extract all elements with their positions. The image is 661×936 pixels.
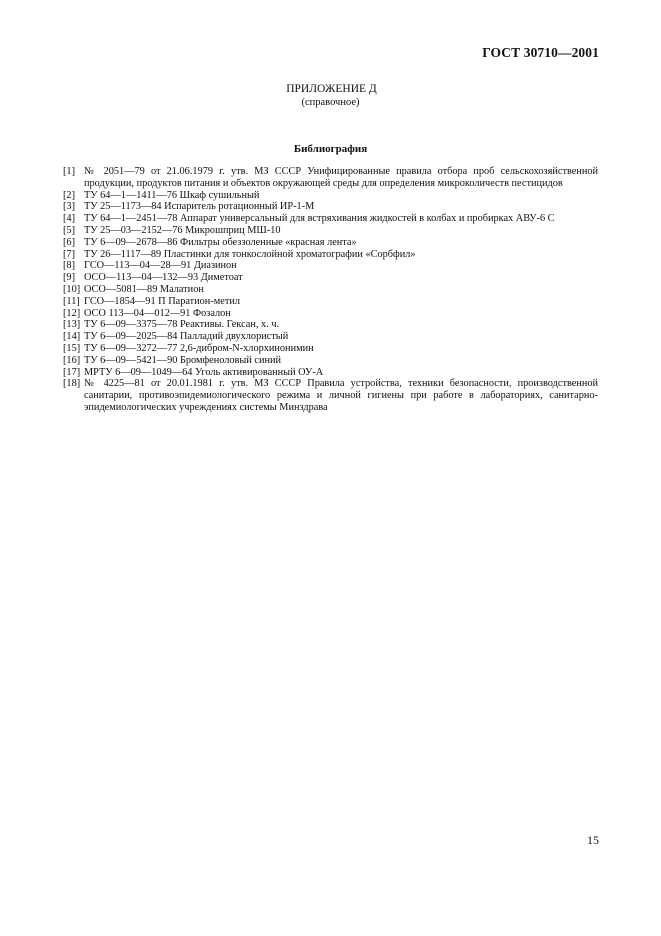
bibliography-entry: [63, 343, 598, 355]
bibliography-entry: [63, 331, 598, 343]
bibliography-entry: [63, 213, 598, 225]
document-code: ГОСТ 30710—2001: [482, 45, 599, 60]
entry-number: [2]: [63, 189, 76, 201]
entry-number: [5]: [63, 224, 76, 236]
bibliography-entry: [63, 308, 598, 320]
entry-number: [1]: [63, 166, 76, 177]
bibliography-entry: [63, 284, 598, 296]
entry-text: ОСО 113—04—012—91 Фозалон: [84, 307, 231, 319]
entry-number: [4]: [63, 213, 76, 225]
entry-text: ТУ 64—1—1411—76 Шкаф сушильный: [84, 189, 260, 201]
bibliography-entry: [63, 272, 598, 284]
entry-text: № 4225—81 от 20.01.1981 г. утв. МЗ СССР Правила устройства, техники безопасности, производственной санитарии, противоэпидемиологического режима и личной гигиены при работе в лабораториях, санитарно-эпидемиологических учреждениях системы Минздрава: [84, 378, 598, 413]
bibliography-entry: [63, 190, 598, 202]
bibliography-entry: [63, 249, 598, 261]
entry-text: ТУ 6—09—3375—78 Реактивы. Гексан, х. ч.: [84, 319, 280, 331]
entry-text: № 2051—79 от 21.06.1979 г. утв. МЗ СССР Унифицированные правила отбора проб сельскохозяйственной продукции, продуктов питания и объектов окружающей среды для определения микроколичеств пестицидов: [84, 166, 598, 189]
bibliography-entry: [63, 355, 598, 367]
entry-number: [14]: [63, 331, 81, 343]
entry-number: [3]: [63, 201, 76, 213]
appendix-heading: [0, 83, 661, 109]
appendix-subtitle: (справочное): [301, 97, 360, 108]
entry-number: [7]: [63, 248, 76, 260]
bibliography-entry: [63, 319, 598, 331]
bibliography-list: [63, 166, 598, 414]
entry-number: [17]: [63, 366, 81, 378]
entry-text: ОСО—113—04—132—93 Диметоат: [84, 272, 243, 284]
entry-number: [11]: [63, 295, 80, 307]
bibliography-entry: [63, 201, 598, 213]
entry-number: [10]: [63, 283, 81, 295]
entry-text: ТУ 26—1117—89 Пластинки для тонкослойной хроматографии «Сорбфил»: [84, 248, 416, 260]
appendix-title: ПРИЛОЖЕНИЕ Д: [286, 83, 377, 95]
bibliography-title: Библиография: [293, 143, 368, 155]
entry-number: [15]: [63, 342, 81, 354]
entry-text: МРТУ 6—09—1049—64 Уголь активированный ОУ-А: [84, 366, 324, 378]
entry-text: ТУ 6—09—3272—77 2,6-дибром-N-хлорхинонимин: [84, 342, 314, 354]
entry-text: ГСО—1854—91 П Паратион-метил: [84, 295, 240, 307]
entry-text: ГСО—113—04—28—91 Диазинон: [84, 260, 237, 272]
entry-number: [18]: [63, 378, 81, 390]
entry-text: ТУ 6—09—2678—86 Фильтры обеззоленные «красная лента»: [84, 236, 357, 248]
bibliography-entry: [63, 260, 598, 272]
entry-number: [9]: [63, 272, 76, 284]
bibliography-entry: [63, 237, 598, 249]
entry-number: [16]: [63, 354, 81, 366]
entry-text: ТУ 6—09—2025—84 Палладий двухлористый: [84, 331, 289, 343]
entry-number: [8]: [63, 260, 76, 272]
bibliography-entry: [63, 378, 598, 413]
page-number: 15: [587, 833, 599, 847]
entry-number: [6]: [63, 236, 76, 248]
entry-number: [12]: [63, 307, 81, 319]
bibliography-entry: [63, 296, 598, 308]
bibliography-entry: [63, 367, 598, 379]
entry-text: ОСО—5081—89 Малатион: [84, 283, 204, 295]
entry-text: ТУ 25—1173—84 Испаритель ротационный ИР-1-М: [84, 201, 315, 213]
bibliography-entry: [63, 166, 598, 190]
bibliography-entry: [63, 225, 598, 237]
entry-number: [13]: [63, 319, 81, 331]
entry-text: ТУ 64—1—2451—78 Аппарат универсальный для встряхивания жидкостей в колбах и пробирках АВУ-6 С: [84, 213, 555, 225]
entry-text: ТУ 6—09—5421—90 Бромфеноловый синий: [84, 354, 282, 366]
entry-text: ТУ 25—03—2152—76 Микрошприц МШ-10: [84, 224, 281, 236]
